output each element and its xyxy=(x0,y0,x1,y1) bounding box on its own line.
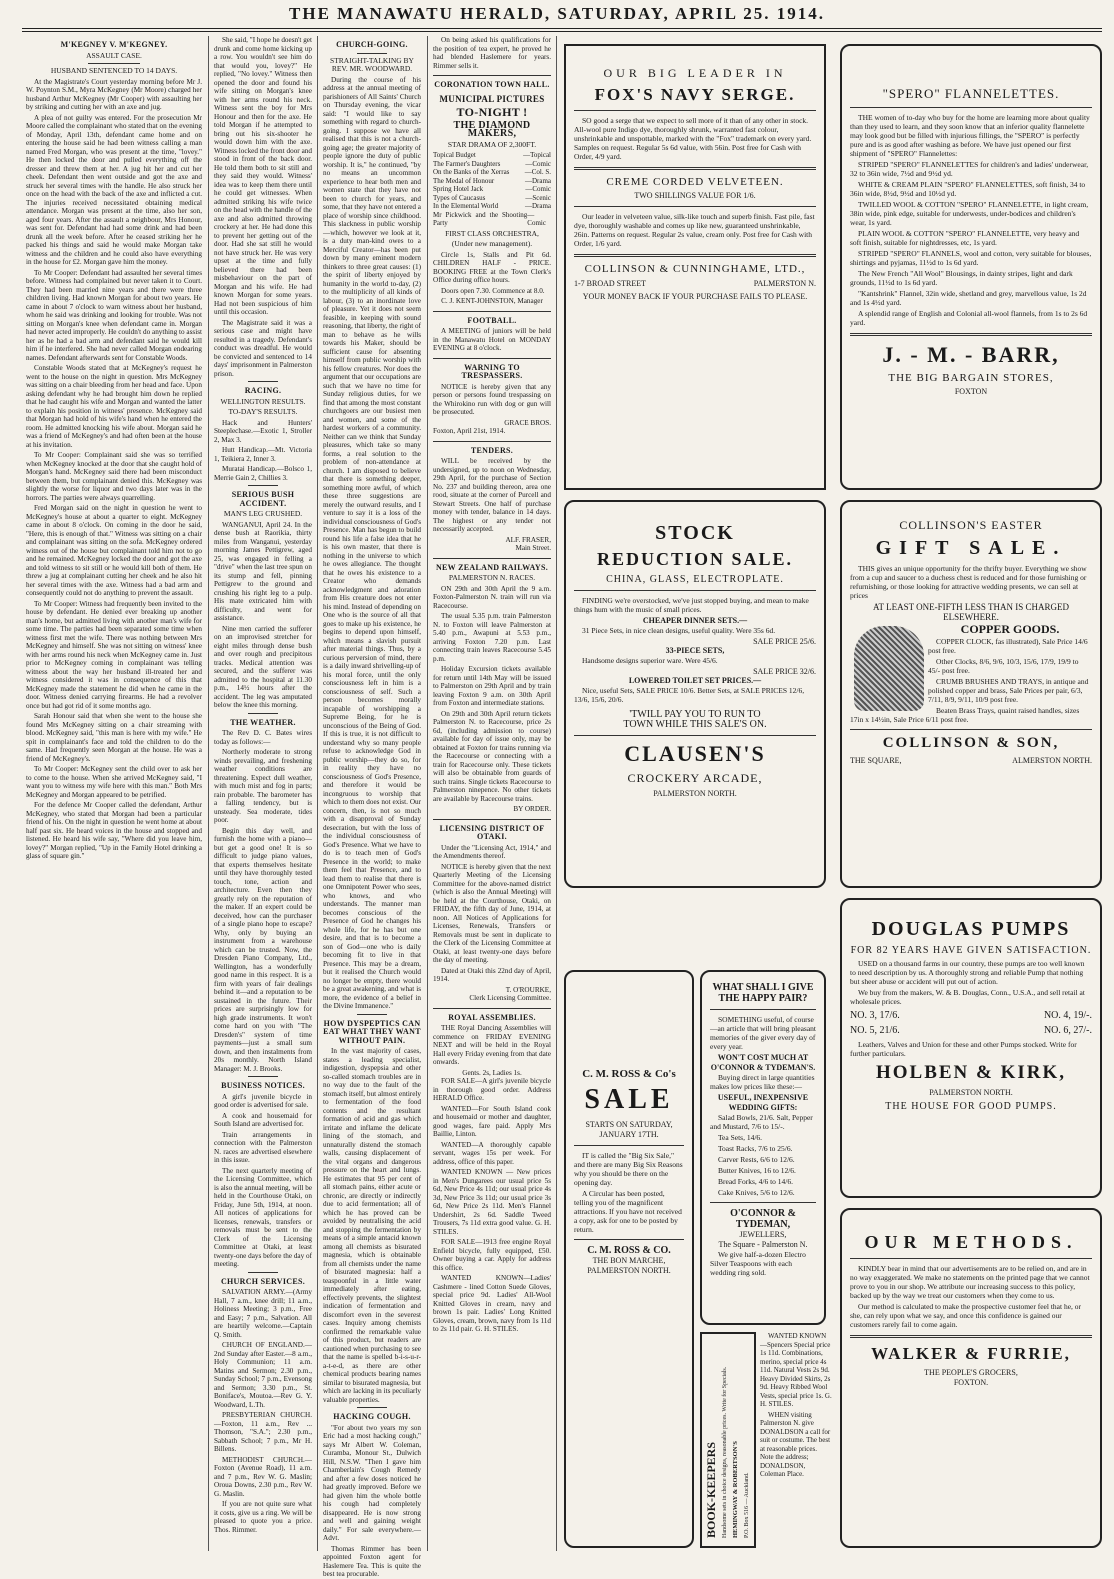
ad-item-list xyxy=(710,1113,816,1197)
dyspeptics-body xyxy=(323,1047,421,1404)
licensing-heading: LICENSING DISTRICT OF OTAKI. xyxy=(439,823,545,841)
programme-kind: —Topical xyxy=(523,151,551,159)
divider xyxy=(433,558,551,559)
tea-notice: On being asked his qualifications for the position of tea expert, he proved he had blended Haslemere for years. Rimmer sells it. xyxy=(433,36,551,70)
programme-title: The Medal of Honour xyxy=(433,176,495,185)
divider xyxy=(248,713,277,714)
football-body: A MEETING of juniors will be held in the Manawatu Hotel on MONDAY EVENING at 8 o'clock. xyxy=(433,327,551,352)
douglas-pumps-ad xyxy=(840,898,1102,1198)
divider xyxy=(710,1202,816,1203)
ad-body: Buying direct in large quantities makes low prices like these:— xyxy=(710,1073,815,1091)
ad-paragraph: TWILLED WOOL & COTTON "SPERO" FLANNELETTE, in light cream, 38in wide, pink edge, suitable for underwests, under-bodices and children's wear, 1s yard. xyxy=(850,200,1089,227)
pump-price: NO. 3, 17/6. xyxy=(850,1010,900,1021)
ad-headline: "SPERO" FLANNELETTES. xyxy=(882,86,1060,101)
ad-body: THIS gives an unique opportunity for the thrifty buyer. Everything we show from a cup and saucer to a duchess chest is reduced and for those furnishing or refurnishing, or those looking for attractive wedding presents, we can sell at prices xyxy=(850,564,1087,600)
column-rule xyxy=(427,36,428,1551)
racing-heading: RACING. xyxy=(244,386,282,395)
ad-item: Bread Forks, 4/6 to 14/6. xyxy=(718,1177,793,1186)
masthead: THE MANAWATU HERALD, SATURDAY, APRIL 25. 1914. xyxy=(289,4,825,23)
ad-body: Handsome sets in choice designs, reasonable prices. Write for Specials. xyxy=(722,1366,728,1538)
trespass-signature: GRACE BROS. xyxy=(504,418,551,427)
ad-body: FINDING we're overstocked, we've just stopped buying, and mean to make things hum with the music of small prices. xyxy=(574,596,809,614)
programme-title: On the Banks of the Xerras xyxy=(433,168,510,176)
programme-kind: —Comic xyxy=(527,210,546,227)
column-assault-case xyxy=(26,36,202,1551)
ad-subheadline: TWO SHILLINGS VALUE FOR 1/6. xyxy=(634,191,756,200)
racing-subheading: TO-DAY'S RESULTS. xyxy=(228,407,298,416)
programme-list xyxy=(433,151,551,228)
divider xyxy=(433,441,551,442)
cough-heading: HACKING COUGH. xyxy=(333,1412,411,1421)
programme-kind: —Drama xyxy=(524,176,551,185)
ad-paragraph: "Kantshrink" Flannel, 32in wide, shetland and grey, marvellous value, 1s 2d and 1s 4½d yard. xyxy=(850,289,1087,307)
licensing-signature: T. O'ROURKE, xyxy=(505,985,551,994)
programme-row xyxy=(433,177,551,186)
notices-heading: BUSINESS NOTICES. xyxy=(221,1081,305,1090)
divider xyxy=(574,735,816,736)
paragraph: Constable Woods stated that at McKegney's request he went to the house on the night in question. Mrs McKegney was sitting on a chair bleeding from her head and face. Upon asking defendant why he had brought him down he replied that he had caught his wife and Morgan and wanted the latter to explain his position in witness' presence. McKegney said that Morgan had hold of his wife's hand when he entered the room. He admitted knocking his wife about. Morgan said he was a friend of McKegney's and had often been at the house at his invitation. xyxy=(26,364,202,449)
ad-town: FOXTON. xyxy=(953,1378,989,1387)
paragraph: During the course of his address at the annual meeting of parishioners of All Saints' Church on Thursday evening, the vicar said: "I would like to say something with regard to church-going. I suppose we have all realised that this is not a church-going age; the greater majority of people ignore the duty of public worship. It is," he continued, "by no means an uncommon experience to hear both men and women state that they have not been to church for years, and some, that they have not entered a place of worship since childhood. This slackness in public worship—which, however we look at it, is a duty man-kind owes to a Merciful Creator—has been put down by many eminent modern thinkers to three great causes: (1) the spirit of liberty enjoyed by humanity in the world to-day, (2) to the multiplicity of all kinds of labour, (3) to an inordinate love of pleasure. Yet it does not seem feasible, in keeping with sound reasoning, that liberty, the right of man to behave as he wills towards his Maker, should be sufficient cause for absenting himself from public worship with his fellow creatures. Nor does the argument that our occupations are such that we have no time for Sunday religious duties, for we find that among the most constant churchgoers are our busiest men and women, and some of the hardest workers of a community. Neither can we think that Sunday pleasures, which take so many forms, a real solution to the problem of non-attendance at church. I am disposed to believe that there is something deeper, something more awful, of which these three suggestions are merely the outward results, and I venture to say it is a loss of the individual consciousness of God's Presence. Man has begun to build round his life a false idea that he is his own master, that there is nothing in the universe to which he owes allegiance. The thought that he owes his existence to a Creator who demands acknowledgment and adoration from His creature does not enter his mind. Instead of depending on One who is the source of all that goes to make up his existence, he begins to depend upon himself, which means a slavish pursuit after material things. Thus, by a curious perversion of mind, there is a daily inward shrivelling-up of his moral force, until the only consciousness left in him is a consciousness of self. Such a person becomes morally incapable of worshipping a Supreme Being, for he is unconscious of the Being of God. If this is true, it is not difficult to understand why so many people refuse to acknowledge God in public worship—they do so, for in reality they have no consciousness of God's Presence, and therefore it would be incongruous to worship that which to them does not exist. Our concern, then, is not so much with a disapproval of Sunday desecration, but with the loss of the individual consciousness of God's Presence. What we have to do is to teach men of God's Presence in the world; to make them feel that Presence, and to lead them to realise that there is one Omnipotent Power who sees, who knows, and who understands. The manner man becomes conscious of the Presence of God he changes his whole life, for he has but one desire, and that is to become a son of God—one who is daily becoming fit to live in that Presence. This may be a dream, but it realised the Church would no longer be empty, there would be a great awakening, and what is more, the evidence of a belief in the Divine Immanence." xyxy=(323,75,421,1010)
church-going-body xyxy=(323,76,421,1011)
ad-price: SALE PRICE 32/6. xyxy=(753,667,816,676)
ad-town: PALMERSTON N. xyxy=(753,279,816,288)
programme-row xyxy=(433,202,551,211)
wedding-gifts-ad xyxy=(700,970,826,1325)
railways-body xyxy=(433,585,551,804)
ad-body: USED on a thousand farms in our country, these pumps are too well known to need description by us. A thoroughly strong and reliable Pump that nothing but sheer abuse or accident will put out of action. xyxy=(850,959,1085,986)
ad-body: SO good a serge that we expect to sell more of it than of any other in stock. All-wool pure Indigo dye, thoroughly shrunk, warranted fast colour, unshrinkable and unspottable, marked with the "Fox" trademark on every yard. Samples on request. Regular 5s 6d value, with 56in. Post free for Cash with Order, 4/9 yard. xyxy=(574,116,812,161)
paragraph: "For about two years my son Eric had a most hacking cough," says Mr Albert W. Coleman, Curamba, Monour St., Dulwich Hill, N.S.W. "Then I gave him Chamberlain's Cough Remedy and after a few doses noticed he had greatly improved. Before we had given him the whole bottle his cough had completely disappeared. He is now strong and well and gaining weight daily." For sale everywhere.—Advt. xyxy=(323,1423,421,1542)
tenders-signature: ALF. FRASER, xyxy=(505,535,551,544)
ad-firm: C. M. ROSS & CO. xyxy=(587,1245,671,1256)
divider xyxy=(850,333,1092,336)
ad-headline: OUR BIG LEADER IN xyxy=(603,66,787,80)
ad-claim: AT LEAST ONE-FIFTH LESS THAN IS CHARGED ELSEWHERE. xyxy=(872,602,1069,622)
ad-town: PALMERSTON NORTH. xyxy=(929,1088,1013,1097)
ad-item: Salad Bowls, 21/6. Salt, Pepper and Mustard, 7/6 to 15/-. xyxy=(710,1113,813,1131)
ad-headline: WHAT SHALL I GIVE THE HAPPY PAIR? xyxy=(712,982,814,1004)
royal-price: Gents. 2s, Ladies 1s. xyxy=(462,1068,522,1077)
ad-paragraph: PLAIN WOOL & COTTON "SPERO" FLANNELETTE, very heavy and soft finish, suitable for nightdresses, etc, 1s yard. xyxy=(850,229,1080,247)
tonight-heading: TO-NIGHT ! xyxy=(456,105,528,119)
paragraph: The Rev D. C. Bates wires today as follows:— xyxy=(214,729,312,746)
ad-body: IT is called the "Big Six Sale," and there are many Big Six Reasons why you should be there on the opening day. xyxy=(574,1151,683,1187)
paragraph: To Mr Cooper: McKegney sent the child over to ask her to come to the house. When she arrived McKegney said, "I want you to witness my wife here with this man." Both Mrs McKegney and Morgan appeared to be petrified. xyxy=(26,765,202,799)
church-service: CHURCH OF ENGLAND.—2nd Sunday after Easter.—8 a.m., Holy Communion; 11 a.m. Matins and Sermon; 2.30 p.m., Sunday School; 7 p.m., Evensong and Sermon; 3.30 p.m., St. Boniface's, Moutoa.—Rev G. Y. Woodward, L.Th. xyxy=(214,1341,312,1409)
ad-slogan: 'TWILL PAY YOU TO RUN TO xyxy=(629,709,761,720)
ad-item: Other Clocks, 8/6, 9/6, 10/3, 15/6, 17/9, 19/9 to 45/- post free. xyxy=(928,657,1079,675)
column-three xyxy=(323,36,421,1578)
paragraph: Under the "Licensing Act, 1914," and the Amendments thereof. xyxy=(433,843,551,860)
railways-heading: NEW ZEALAND RAILWAYS. xyxy=(435,562,549,572)
column-four xyxy=(433,36,551,1551)
pictures-heading: MUNICIPAL PICTURES xyxy=(439,93,545,104)
ad-body: Handsome designs superior ware. Were 45/6. xyxy=(582,656,718,665)
programme-title: Mr Pickwick and the Shooting Party xyxy=(433,210,528,227)
licensing-body xyxy=(433,844,551,984)
ad-subheadline: JEWELLERS, xyxy=(739,1230,787,1239)
classified-ad: WANTED—A thoroughly capable servant, wages 15s per week. For address, office of this paper. xyxy=(433,1140,551,1166)
masthead-rule xyxy=(22,28,1102,32)
ad-town: ALMERSTON NORTH. xyxy=(1012,756,1092,765)
ad-paragraph: STRIPED "SPERO" FLANNELETTES for children's and ladies' underwear, 32 to 36in wide, 7½d and 9½d yd. xyxy=(850,160,1089,178)
programme-row xyxy=(433,194,551,203)
ad-subheadline: FOR 82 YEARS HAVE GIVEN SATISFACTION. xyxy=(850,945,1092,956)
ad-headline: CREME CORDED VELVETEEN. xyxy=(606,176,784,188)
spero-ad xyxy=(840,44,1102,490)
church-body xyxy=(214,1288,312,1534)
ad-firm: J. - M. - BARR, xyxy=(882,342,1060,367)
programme-title: In the Elemental World xyxy=(433,202,499,210)
ad-body: Leathers, Valves and Union for these and other Pumps stocked. Write for further particulars. xyxy=(850,1040,1077,1058)
paragraph: Sarah Honour said that when she went to the house she found Mrs McKegney sitting on a chair streaming with blood. McKegney said, "this man is here with my wife." He spit in complainant's face and told the children to do the same. Had frequently seen Morgan at the house. He was a friend of McKegney's. xyxy=(26,712,202,763)
divider xyxy=(710,1009,816,1010)
ad-paragraph: A splendid range of English and Colonial all-wool flannels, from 1s to 2s 6d yard. xyxy=(850,309,1088,327)
divider xyxy=(574,167,816,170)
divider xyxy=(850,1335,1092,1338)
programme-row xyxy=(433,185,551,194)
paragraph: The Magistrate said it was a serious case and might have resulted in a tragedy. Defendant's conduct was dreadful. He would be convicted and sentenced to 14 days' imprisonment in Palmerston prison. xyxy=(214,318,312,378)
ad-paragraph: WHITE & CREAM PLAIN "SPERO" FLANNELETTES, soft finish, 34 to 36in wide, 8½d, 9½d and 10½d yd. xyxy=(850,180,1086,198)
copper-clock-illustration xyxy=(854,626,924,711)
ad-address: P.O. Box 516 — Auckland. xyxy=(744,1472,750,1538)
article-subtitle: ASSAULT CASE. xyxy=(86,50,142,60)
article-body xyxy=(26,78,202,861)
ad-subheadline: CROCKERY ARCADE, xyxy=(627,771,763,785)
divider xyxy=(433,1008,551,1009)
ad-subheadline: WON'T COST MUCH AT O'CONNOR & TYDEMAN'S. xyxy=(710,1053,816,1072)
paragraph: To Mr Cooper: Defendant had assaulted her several times before. Witness had complained but never taken it to Court. They had been married nine years and there were three children living. Had known Morgan for about two years. He came in about 7 o'clock to warn witness about her husband, whom he said was drinking and looking for trouble. Was not sitting on Morgan's knee when defendant came in. Morgan had never acted improperly. He couldn't do anything to assist her as he had a bad arm and defendant said he would kill him if he interfered. She had never called Morgan endearing names. Defendant afterwards sent for Constable Woods. xyxy=(26,268,202,362)
ad-body: We give half-a-dozen Electro Silver Teaspoons with each wedding ring sold. xyxy=(710,1250,806,1277)
ad-firm: C. M. ROSS & Co's xyxy=(582,1068,676,1080)
paragraph: Begin this day well, and furnish the home with a piano—but get a good one! It is so difficult to judge piano values, that experts themselves hesitate until they have thoroughly tested touch, tone, action and architecture. Even then they greatly rely on the reputation of the maker. If an expert could be deceived, how can the purchaser of a single piano hope to escape? Why, only by buying an instrument from a warehouse which can be trusted. Now, the Dresden Piano Company, Ltd., Wellington, has a wonderfully good name in this respect. It is a firm with years of fair dealings behind it—and a reputation to be sustained in the future. Their prices are surprisingly low for high grade instruments. It won't come hard on you with "The Dresden's" system of time payments—just a small sum down, and then instalments from 20s monthly. North Island Manager: M. J. Brooks. xyxy=(214,826,312,1073)
ad-body: We buy from the makers, W. & B. Douglas, Conn., U.S.A., and sell retail at wholesale prices. xyxy=(850,988,1085,1006)
ad-item: COPPER CLOCK, fas illustrated), Sale Price 14/6 post free. xyxy=(928,637,1088,655)
dinner-sets-heading: CHEAPER DINNER SETS.— xyxy=(642,616,748,625)
racing-subheading: WELLINGTON RESULTS. xyxy=(220,396,306,406)
piece-sets-heading: 33-PIECE SETS, xyxy=(665,646,725,655)
ad-headline: REDUCTION SALE. xyxy=(596,549,794,569)
ad-headline: FOX'S NAVY SERGE. xyxy=(594,85,796,104)
ad-headline: GIFT SALE. xyxy=(875,537,1067,559)
trespass-body: NOTICE is hereby given that any person or persons found trespassing on the Whirokino run with dog or gun will be prosecuted. xyxy=(433,382,551,416)
notice-item: A cook and housemaid for South Island are advertised for. xyxy=(214,1111,312,1128)
drama-title: THE DIAMOND MAKERS, xyxy=(453,119,531,139)
classified-ad: WANTED—For South Island cook and housemaid or mother and daughter, good wages, fare paid. Apply Mrs Baillie, Linton. xyxy=(433,1104,551,1138)
ad-paragraph: THE women of to-day who buy for the home are learning more about quality than they used to learn, and they soon know that an inferior quality flannelette may look good but be filled with injurious fillings, the "SPERO" is perfectly pure and is as good after washing as before. We have just opened our first shipment of "SPERO" Flannelettes: xyxy=(850,113,1090,158)
divider xyxy=(433,358,551,359)
paragraph: The usual 5.35 p.m. train Palmerston N. to Foxton will leave Palmerston at 5.40 p.m., Awapuni at 5.53 p.m., arriving Foxton 7.20 p.m. Last connecting train leaves Racecourse 5.45 p.m. xyxy=(433,612,551,663)
programme-kind: —Comic xyxy=(525,185,551,193)
divider xyxy=(574,1239,684,1240)
ad-headline: OUR METHODS. xyxy=(864,1232,1078,1252)
programme-title: Topical Budget xyxy=(433,151,476,159)
divider xyxy=(357,1014,386,1015)
ad-town: FOXTON xyxy=(954,387,988,396)
church-service: METHODIST CHURCH.—Foxton (Avenue Road), 11 a.m. and 7 p.m., Rev W. G. Maslin; Oroua Downs, 2.30 p.m., Rev W. G. Maslin. xyxy=(214,1455,312,1498)
dyspeptics-heading: HOW DYSPEPTICS CAN EAT WHAT THEY WANT WITHOUT PAIN. xyxy=(323,1018,421,1045)
notice-item: Train arrangements in connection with the Palmerston N. races are advertised elsewhere in this issue. xyxy=(214,1130,312,1164)
column-rule xyxy=(556,36,557,1551)
copper-goods-heading: COPPER GOODS. xyxy=(960,622,1060,636)
classifieds xyxy=(433,1077,551,1334)
programme-title: The Farmer's Daughters xyxy=(433,159,501,168)
paragraph: To Mr Cooper: Complainant said she was so terrified when McKegney knocked at the door that she caught hold of Morgan's hand. McKegney said there had been misconduct between them, but complainant denied this. McKegney was slightly the worse for liquor and two days later was in the horrors. The parties were always quarrelling. xyxy=(26,451,202,502)
paragraph: She said, "I hope he doesn't get drunk and come home kicking up a row. You wouldn't see him do that would you, lovey?" He replied, "No lovey." Witness then opened the door and found his wife sitting on Morgan's knee with her arms round his neck. Witness sent the boy for Mrs Honour and then for the axe. He told Morgan if he attempted to bring out his six-shooter he would down him with the axe. Witness locked the front door and stood in front of the back door. He told them both to sit still and they said they would. Witness' idea was to keep them there until he could get witnesses. When admitted striking his wife twice on the head with the handle of the axe and also admitted throwing crockery at her. He had done this to prevent her getting out of the door. Had she sat still he would not have struck her. He was very upset at the time and fully believed there had been misbehaviour on the part of Morgan and his wife. He had known Morgan for some years. Had not been suspicious of him until this occasion. xyxy=(214,36,312,316)
stiles-notice: WANTED KNOWN—Spencers Special price 1s 11d. Combinations, merino, special price 4s 11d. Natural Vests 2s 9d. Heavy Divided Skirts, 2s 9d. Heavy Ribbed Wool Vests, special price 1s. G. H. STILES. xyxy=(760,1332,832,1408)
paragraph: Holiday Excursion tickets available for return until 14th May will be issued to Palmerston on 29th April and by train leaving Foxton 9 a.m. on 30th April from Foxton and intermediate stations. xyxy=(433,665,551,707)
ross-sale-ad xyxy=(564,970,694,1548)
notice-item: A girl's juvenile bicycle in good order is advertised for sale. xyxy=(214,1092,312,1109)
ad-item: Toast Racks, 7/6 to 25/6. xyxy=(718,1144,793,1153)
royal-heading: ROYAL ASSEMBLIES. xyxy=(448,1012,536,1022)
paragraph: For the defence Mr Cooper called the defendant, Arthur McKegney, who stated that Morgan had been a particular friend of his. On the night in question he went home at about half past six. He heard voices in the house and stopped and listened. He heard his wife say, "Where did you leave him, lovey?" Morgan replied, "Up in the Family Hotel drinking a glass of square gin." xyxy=(26,801,202,860)
manager-name: C. J. KENT-JOHNSTON, Manager xyxy=(441,297,543,305)
weather-body xyxy=(214,729,312,1073)
ad-headline: STOCK xyxy=(655,522,735,544)
royal-body: THE Royal Dancing Assemblies will commence on FRIDAY EVENING NEXT and will be held in the Royal Hall every Friday evening from that date onwards. xyxy=(433,1024,551,1066)
classified-ad: FOR SALE—A girl's juvenile bicycle in thorough good order. Address HERALD Office. xyxy=(433,1077,551,1102)
article-body xyxy=(214,36,312,378)
railways-subheading: PALMERSTON N. RACES. xyxy=(448,573,536,582)
church-service: SALVATION ARMY.—(Army Hall, 7 a.m., knee drill; 11 a.m., Holiness Meeting; 3 p.m., Free and Easy; 7 p.m., Salvation. All are heartily welcome.—Captain Q. Smith. xyxy=(214,1288,312,1339)
gifts-heading: USEFUL, INEXPENSIVE WEDDING GIFTS: xyxy=(717,1093,809,1112)
ad-headline: COLLINSON'S EASTER xyxy=(899,518,1043,532)
divider xyxy=(248,1272,277,1273)
ad-subheadline: THE BON MARCHE, xyxy=(592,1256,666,1265)
programme-kind: —Comic xyxy=(525,159,551,168)
ad-price: SALE PRICE 25/6. xyxy=(753,637,816,646)
drama-subtitle: STAR DRAMA OF 2,300FT. xyxy=(447,139,537,149)
paragraph: Nine men carried the sufferer on an improvised stretcher for eight miles through dense bush and over rough and precipitous tracks. Medical attention was secured, and the sufferer was admitted to the hospital at 11.30 p.m., 14½ hours after the accident. The leg was amputated below the knee this morning. xyxy=(214,624,312,709)
pump-price: NO. 4, 19/-. xyxy=(1043,1010,1092,1021)
racing-results xyxy=(214,419,312,483)
our-methods-ad xyxy=(840,1208,1102,1548)
ad-firm: WALKER & FURRIE, xyxy=(871,1344,1071,1363)
article-title: M'KEGNEY V. M'KEGNEY. xyxy=(60,40,168,49)
divider xyxy=(433,819,551,820)
programme-title: Types of Caucasus xyxy=(433,193,486,202)
ad-item: Butter Knives, 16 to 12/6. xyxy=(718,1166,796,1175)
paragraph: Thomas Rimmer has been appointed Foxton agent for Haslemere Tea. This is quite the best tea procurable. xyxy=(323,1544,421,1578)
tenders-body: WILL be received by the undersigned, up to noon on Wednesday, 29th April, for the purchase of Section No. 237 and building thereon, area one rood, situate at the corner of Purcell and Stewart Streets. One half of purchase money with tender, balance in 14 days. The highest or any tender not necessarily accepted. xyxy=(433,457,551,533)
paragraph: Dated at Otaki this 22nd day of April, 1914. xyxy=(433,966,551,983)
easter-sale-ad xyxy=(840,500,1102,888)
divider xyxy=(248,381,277,382)
divider xyxy=(357,1407,386,1408)
ad-town: PALMERSTON NORTH. xyxy=(587,1266,671,1275)
licensing-clerk: Clerk Licensing Committee. xyxy=(469,994,551,1002)
pump-price: NO. 6, 27/-. xyxy=(1043,1025,1092,1036)
tenders-heading: TENDERS. xyxy=(470,445,514,455)
ad-item: Tea Sets, 14/6. xyxy=(718,1133,763,1142)
ad-town: PALMERSTON NORTH. xyxy=(653,789,737,798)
ad-firm: COLLINSON & SON, xyxy=(882,735,1060,751)
church-service: PRESBYTERIAN CHURCH.—Foxton, 11 a.m., Rev ... Thomson, "S.A."; 2.30 p.m., Sabbath School; 7 p.m., Mr H. Billens. xyxy=(214,1411,312,1453)
ad-body: KINDLY bear in mind that our advertisements are to be relied on, and are in no way exaggerated. We make no statements on the printed page that we cannot prove to you in our shop. We attribute our increasing success to this policy, backed up by the way we treat our customers when they come to us. xyxy=(850,1264,1090,1300)
ad-headline: BOOK-KEEPERS xyxy=(704,1441,718,1538)
church-service: If you are not quite sure what it costs, give us a ring. We will be pleased to quote you a price. Thos. Rimmer. xyxy=(214,1500,312,1534)
divider xyxy=(574,254,816,257)
paragraph: Fred Morgan said on the night in question he went to McKegney's house at about a quarter to eight. McKegney came in about 8 o'clock. On coming in the door he said, "Here, this is enough of that." Witness was sitting on a chair and complainant was sitting on the sofa. McKegney ordered witness out of the house but complainant told him not to go and he remained. McKegney locked the door and got the axe and told witness to sit still or he would kill both of them. He threw a jug at complainant cutting her cheek and he also hit her several times with the axe. Witness had a bad arm and consequently could not do anything to prevent the assault. xyxy=(26,504,202,597)
ad-item: Cake Knives, 5/6 to 12/6. xyxy=(718,1188,795,1197)
ad-body: A Circular has been posted, telling you of the magnificent attractions. If you have not received a copy, ask for one to be posted by return. xyxy=(574,1189,682,1234)
programme-title: Spring Hotel Jack xyxy=(433,185,484,193)
classified-ad: FOR SALE—1913 free engine Royal Enfield bicycle, fully equipped, £50. Owner buying a car. Apply for address this office. xyxy=(433,1238,551,1272)
ad-address: The Square - Palmerston N. xyxy=(718,1240,808,1249)
classified-ad: WANTED KNOWN — New prices in Men's Dungarees our usual price 5s 6d, New Price 4s 11d; our usual price 4s 3d, New Price 3s 11d; our usual price 3s 6d, New Price 2s 11d. Men's Flannel Undershirt, 2s 6d. Saddle Tweed Trousers, 7s 11d extra good value. G. H. STILES. xyxy=(433,1168,551,1236)
prices-line: Circle 1s, Stalls and Pit 6d. CHILDREN HALF - PRICE. BOOKING FREE at the Town Clerk's Office during office hours. xyxy=(433,250,551,284)
column-rule xyxy=(317,36,318,1551)
programme-row xyxy=(433,168,551,177)
ad-item: Carver Rests, 6/6 to 12/6. xyxy=(718,1155,795,1164)
divider xyxy=(433,75,551,76)
book-keepers-ad xyxy=(700,1332,756,1548)
paragraph: In the vast majority of cases, states a leading specialist, indigestion, dyspepsia and other so-called stomach troubles are in no way due to the fault of the stomach itself, but almost entirely to fermentation of the food contents and the resultant formation of acid and gas which irritate and inflame the delicate lining of the stomach, and unnaturally distend the stomach walls, causing displacement of the vital organs and dangerous pressure on the heart and lungs. He estimates that 95 per cent of all stomach pains, either acute or chronic, are directly or indirectly due to acid fermentation; all of which he has proved can be avoided by neutralising the acid and stopping the fermentation by means of a simple antacid known among all chemists as bisurated magnesia, which is obtainable from all chemists under the name of bisurated magnesia: half a teaspoonful in a little water immediately after eating, effectively prevents, the slightest indication of fermentation and discomfort even in the severest cases. Inquiry among chemists confirmed the remarkable value of this product, but readers are cautioned when purchasing to see that the name is spelled b-i-s-u-r-a-t-e-d, as there are other chemical products bearing names similar to bisurated magnesia, but which are lacking in its peculiarly valuable properties. xyxy=(323,1047,421,1404)
tenders-address: Main Street. xyxy=(515,544,551,552)
railways-signature: BY ORDER. xyxy=(513,805,551,813)
paragraph: At the Magistrate's Court yesterday morning before Mr J. W. Poynton S.M., Myra McKegney (Mr Moore) charged her husband Arthur McKegney (Mr Cooper) with assaulting her by striking and cutting her with an axe and jug. xyxy=(26,77,202,111)
football-heading: FOOTBALL. xyxy=(467,315,517,325)
divider xyxy=(574,590,816,591)
ad-headline: DOUGLAS PUMPS xyxy=(871,918,1071,940)
divider xyxy=(850,729,1092,730)
fox-serge-ad xyxy=(564,44,826,490)
column-rule xyxy=(208,36,209,1551)
accident-body xyxy=(214,521,312,710)
divider xyxy=(574,1145,684,1146)
doors-line: Doors open 7.30. Commence at 8.0. xyxy=(441,286,545,295)
ad-body: Nice, useful Sets, SALE PRICE 10/6. Better Sets, at SALE PRICES 12/6, 13/6, 15/6, 20/6. xyxy=(574,686,805,704)
cough-body xyxy=(323,1424,421,1579)
ad-body: Our method is calculated to make the prospective customer feel that he, or she, can rely upon what we say, and once this confidence is gained our customers rarely fail to come again. xyxy=(850,1302,1082,1329)
programme-kind: —Drama xyxy=(524,202,551,210)
stock-sale-ad xyxy=(564,500,826,888)
ad-slogan: TOWN WHILE THIS SALE'S ON. xyxy=(623,719,767,730)
ad-body: SOMETHING useful, of course—an article that will bring pleasant memories of the giver every day of every year. xyxy=(710,1015,817,1051)
ad-headline: SALE xyxy=(584,1084,674,1115)
small-notices xyxy=(760,1332,832,1546)
programme-kind: —Col. S. xyxy=(524,168,551,176)
paragraph: NOTICE is hereby given that the next Quarterly Meeting of the Licensing Committee for the above-named district (which is also the Annual Meeting) will be held at the Courthouse, Otaki, on FRIDAY, the fifth day of June, 1914, at noon. All Notices of Applications for Licenses, Renewals, Transfers or Removals must be sent in duplicate to the Clerk of the Licensing Committee at Otaki, at least twenty-one days before the day of meeting. xyxy=(433,862,551,964)
donaldson-notice: WHEN visiting Palmerston N. give DONALDSON a call for suit or costume. The best at reasonable prices. Note the address; DONALDSON, Coleman Place. xyxy=(760,1410,831,1478)
accident-heading: SERIOUS BUSH ACCIDENT. xyxy=(231,490,295,508)
divider xyxy=(850,1258,1092,1259)
paragraph: WANGANUI, April 24. In the dense bush at Raorikia, thirty miles from Wanganui, yesterday morning James Pettigrew, aged 25, was engaged in felling a "drive" when the last tree spun on its stump and fell, pinning Pettigrew to the ground and crushing his right leg to a pulp. His mate extricated him with difficulty, and went for assistance. xyxy=(214,520,312,622)
article-subtitle: HUSBAND SENTENCED TO 14 DAYS. xyxy=(50,66,178,75)
trespass-date: Foxton, April 21st, 1914. xyxy=(433,427,506,435)
town-hall-heading: CORONATION TOWN HALL. xyxy=(434,80,550,89)
ad-paragraph: STRIPED "SPERO" FLANNELS, wool and cotton, very suitable for blouses, shirtings and pyjamas, 11½d to 1s 6d yard. xyxy=(850,249,1092,267)
ad-body: 31 Piece Sets, in nice clean designs, useful quality. Were 35s 6d. xyxy=(582,626,776,635)
divider xyxy=(574,110,816,111)
classified-ad: WANTED KNOWN—Ladies' Cashmere - lined Cotton Suede Gloves, special price 9d. Ladies' All-Wool Knitted Gloves in cream, navy and brown 1s pair. Ladies' Long Knitted Gloves, cream, brown, navy from 1s 11d to 2s 11d pair. G. H. STILES. xyxy=(433,1274,551,1333)
ad-item: Beaten Brass Trays, quaint raised handles, sizes 17in x 14½in, Sale Price 6/11 post free. xyxy=(850,706,1080,724)
ad-address: 1-7 BROAD STREET xyxy=(574,279,646,288)
notices-body xyxy=(214,1093,312,1269)
church-heading: CHURCH SERVICES. xyxy=(220,1276,306,1286)
paragraph: ON 29th and 30th April the 9 a.m. Foxton-Palmerston N. train will run via Racecourse. xyxy=(433,584,551,610)
ad-firm: COLLINSON & CUNNINGHAME, LTD., xyxy=(584,263,806,275)
divider xyxy=(357,53,386,54)
programme-row xyxy=(433,160,551,169)
ad-item: CRUMB BRUSHES AND TRAYS, in antique and polished copper and brass, Sale Prices per pair, 6/3, 7/11, 8/9, 9/11, 10/9 post free. xyxy=(928,677,1089,704)
weather-heading: THE WEATHER. xyxy=(230,717,296,727)
divider xyxy=(433,311,551,312)
ad-subheadline: THE BIG BARGAIN STORES, xyxy=(888,372,1054,384)
programme-kind: —Scenic xyxy=(525,193,551,202)
divider xyxy=(248,485,277,486)
paragraph: Northerly moderate to strong winds prevailing, and freshening weather conditions are threatening. Expect dull weather, with much mist and fog in parts; rain probable. The barometer has a falling tendency, but is unsteady. Sea moderate, tides poor. xyxy=(214,748,312,824)
notice-item: The next quarterly meeting of the Licensing Committee, which is also the annual meeting, will be held in the Courthouse Otaki, on Friday, June 5th, 1914, at noon. All notices of applications for licenses, renewals, transfers or removals must be sent to the Clerk of the Licensing Committee at Otaki, at least twenty-one days before the day of meeting. xyxy=(214,1166,313,1268)
divider xyxy=(574,206,816,207)
divider xyxy=(248,1076,277,1077)
column-two xyxy=(214,36,312,1551)
ad-body xyxy=(850,113,1092,327)
ad-slogan: THE HOUSE FOR GOOD PUMPS. xyxy=(885,1101,1057,1112)
ad-firm: O'CONNOR & TYDEMAN, xyxy=(730,1208,796,1230)
ad-firm: CLAUSEN'S xyxy=(624,741,766,766)
divider xyxy=(88,63,141,64)
ad-address: THE SQUARE, xyxy=(850,756,902,765)
ad-firm: HEMINGWAY & ROBERTSON'S xyxy=(732,1441,739,1538)
ad-subheadline: CHINA, GLASS, ELECTROPLATE. xyxy=(606,574,784,585)
ad-paragraph: The New French "All Wool" Blousings, in dainty stripes, light and dark grounds, 11½d to 1s 6d yard. xyxy=(850,269,1073,287)
ad-firm: HOLBEN & KIRK, xyxy=(875,1062,1067,1083)
ad-subheadline: THE PEOPLE'S GROCERS, xyxy=(924,1368,1018,1377)
church-going-heading: CHURCH-GOING. xyxy=(336,40,408,49)
church-going-subheading: STRAIGHT-TALKING BY REV. MR. WOODWARD. xyxy=(330,55,414,73)
ad-subheadline: STARTS ON SATURDAY, JANUARY 17TH. xyxy=(585,1120,673,1139)
programme-row xyxy=(433,211,551,228)
divider xyxy=(850,107,1092,108)
orchestra-line: FIRST CLASS ORCHESTRA, xyxy=(445,228,539,238)
paragraph: To Mr Cooper: Witness had frequently been invited to the house by defendant. He denied ever breaking up another man's home, but admitted living with another man's wife for some time. The parties had been separated some time when witness first met the wife. There was nothing between Mrs McKegney and himself. She was not sitting on witness' knee with her arms round his neck when McKegney came in. Just prior to McKegney coming in complainant was telling witness about the way her husband ill-treated her and witness considered it was in consequence of this that McKegney made the statement he did when he came in the door. Witness denied carrying firearms. He had a revolver once but had got rid of it some months ago. xyxy=(26,599,202,710)
race-result: Hutt Handicap.—Mt. Victoria 1, Teikiera 2, Inner 3. xyxy=(214,446,312,463)
toilet-sets-heading: LOWERED TOILET SET PRICES.— xyxy=(628,676,762,685)
race-result: Muratai Handicap.—Bolsco 1, Merrie Gain 2, Chillies 3. xyxy=(214,465,312,482)
trespass-heading: WARNING TO TRESPASSERS. xyxy=(461,362,523,380)
pump-price: NO. 5, 21/6. xyxy=(850,1025,900,1036)
paragraph: A plea of not guilty was entered. For the prosecution Mr Moore called the complainant who stated that on the evening of Monday, April 13th, defendant came home and on entering the house said he had been witness calling a man named Fred Morgan, who was present at the time, "lovey." He then locked the door and pulled everything off the dresser and threw them at her. A jug hit her and cut her cheek. Defendant then went outside and got the axe and struck her several times with the handle. He also struck her once on the head with the back of the axe and inflicted a cut. The injuries received necessitated obtaining medical attendance. Morgan was present at the time, also her son, aged four years. After the assault a neighbour, Mrs Honour, was sent for. Defendant had had some drink and had been drunk all the week before. After he ceased striking her he packed his things and said he would make Morgan take witness and the children and he could also have everything in the house for £2. Morgan gave him the money. xyxy=(26,113,202,266)
race-result: Hack and Hunters' Steeplechase.—Exotic 1, Stroller 2, Max 3. xyxy=(214,418,312,444)
ad-guarantee: YOUR MONEY BACK IF YOUR PURCHASE FAILS TO PLEASE. xyxy=(582,292,808,301)
accident-subheading: MAN'S LEG CRUSHED. xyxy=(223,509,303,518)
programme-row xyxy=(433,151,551,160)
ad-body: Our leader in velveteen value, silk-like touch and superb finish. Fast pile, fast dye, thoroughly washable and comes up like new, guaranteed unshrinkable, 26in. Patterns on request. Regular 2s value, cream only. Post free for Cash with Order, 1/6 yard. xyxy=(574,212,815,248)
paragraph: On 29th and 30th April return tickets Palmerston N. to Racecourse, price 2s 6d, (including admission to course) available for day of issue only, may be obtained at Foxton for trains running via the Racecourse or connecting with a train for Racecourse only. These tickets will also be obtainable from guards of such trains. Single tickets Racecourse to Palmerston ninepence. No other tickets are available by Racecourse trains. xyxy=(433,709,551,803)
management-line: (Under new management). xyxy=(451,239,533,248)
